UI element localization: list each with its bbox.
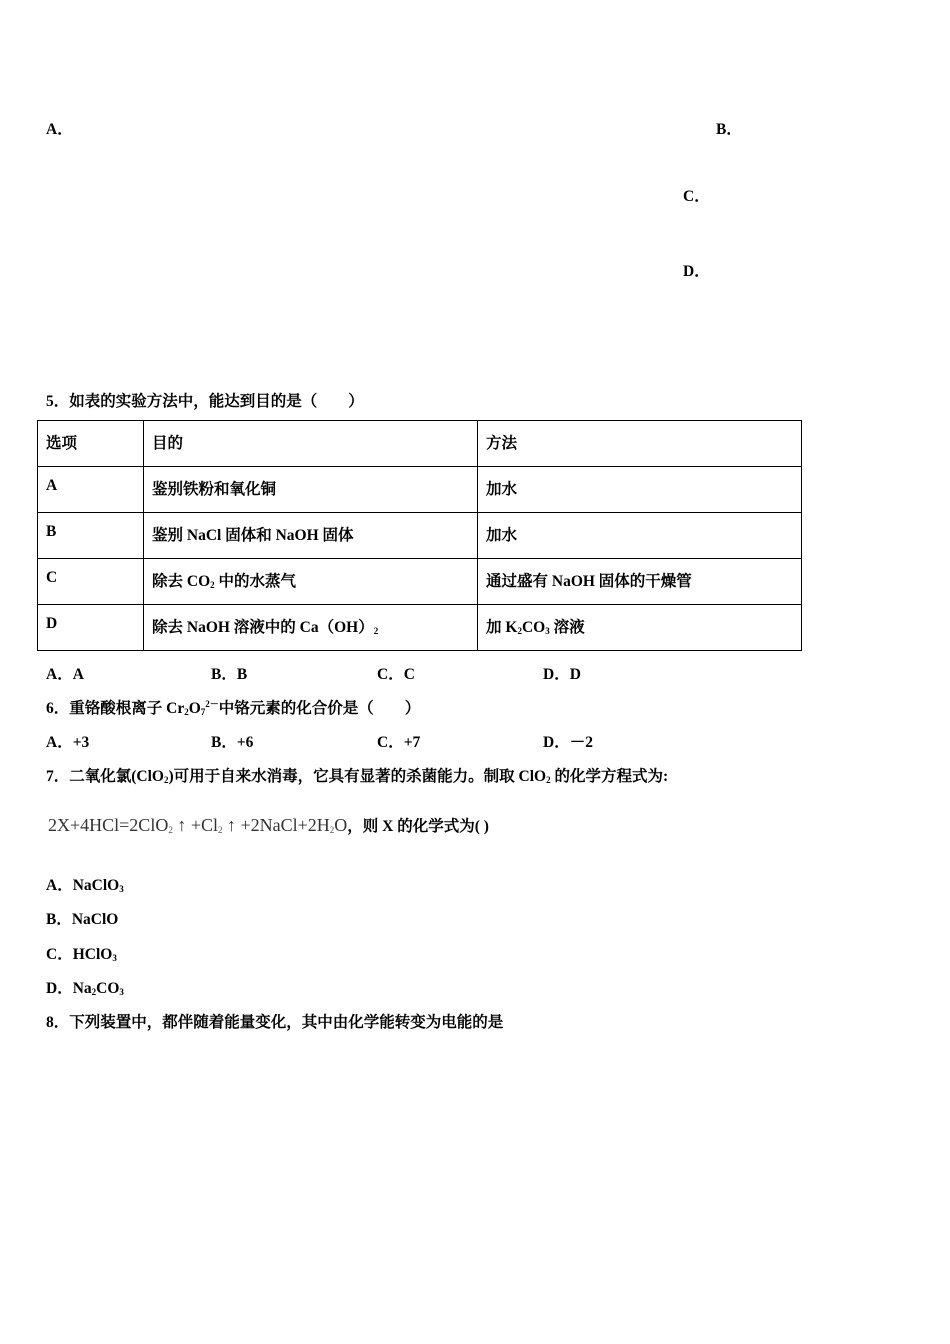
q4-option-b: B． [716,121,742,138]
q4-option-a: A． [46,121,73,138]
q6-choice-b: B．+6 [211,734,254,751]
q7-choice-b: B．NaClO [46,911,119,928]
q7-choice-c: C．HClO$_3$ [46,946,117,963]
table-header: 目的 [144,421,478,467]
table-header: 方法 [478,421,802,467]
table-cell-purpose: 鉴别铁粉和氧化铜 [144,467,478,513]
q6-choice-c: C．+7 [377,734,421,751]
table-cell-method: 加水 [478,513,802,559]
table-cell-option: B [38,513,144,559]
table-header-row [38,421,802,467]
table-cell-method: 加 $K_2CO_3$ 溶液 [478,605,802,651]
q6-choice-d: D．－2 [543,734,593,751]
q5-choice-d: D．D [543,666,581,683]
q5-choice-b: B．B [211,666,248,683]
table-row [38,559,802,605]
q7-choice-d: D．$Na_2CO_3$ [46,980,124,997]
q5-choice-a: A．A [46,666,84,683]
q6-choice-a: A．+3 [46,734,90,751]
q4-option-c: C． [683,188,710,205]
q8-stem: 8．下列装置中，都伴随着能量变化，其中由化学能转变为电能的是 [46,1014,504,1031]
table-cell-option: A [38,467,144,513]
q7-choice-a: A．NaClO$_3$ [46,877,124,894]
q4-option-d: D． [683,263,710,280]
table-row [38,513,802,559]
table-row [38,605,802,651]
q5-stem: 5．如表的实验方法中，能达到目的是（ ） [46,393,364,410]
table-cell-purpose: 除去 NaOH 溶液中的 $Ca(OH)_2$ [144,605,478,651]
q7-equation: 2X+4HCl=2ClO$_2$ ↑ $+Cl_2$ ↑ $+2NaCl+2H_2O$，则 X 的化学式为( ) [48,815,489,835]
table-cell-option: C [38,559,144,605]
table-row [38,467,802,513]
table-cell-method: 加水 [478,467,802,513]
table-cell-option: D [38,605,144,651]
q6-stem: 6．重铬酸根离子 $Cr_2O_7^{2-}$中铬元素的化合价是（ ） [46,699,421,717]
table-cell-method: 通过盛有 NaOH 固体的干燥管 [478,559,802,605]
table-cell-purpose: 除去 $CO_2$ 中的水蒸气 [144,559,478,605]
table-cell-purpose: 鉴别 NaCl 固体和 NaOH 固体 [144,513,478,559]
experiment-table [37,420,802,651]
table-header: 选项 [38,421,144,467]
q5-choice-c: C．C [377,666,415,683]
q7-stem: 7．二氧化氯(ClO$_2$)可用于自来水消毒，它具有显著的杀菌能力。制取 ClO$_2$ 的化学方程式为: [46,768,669,785]
